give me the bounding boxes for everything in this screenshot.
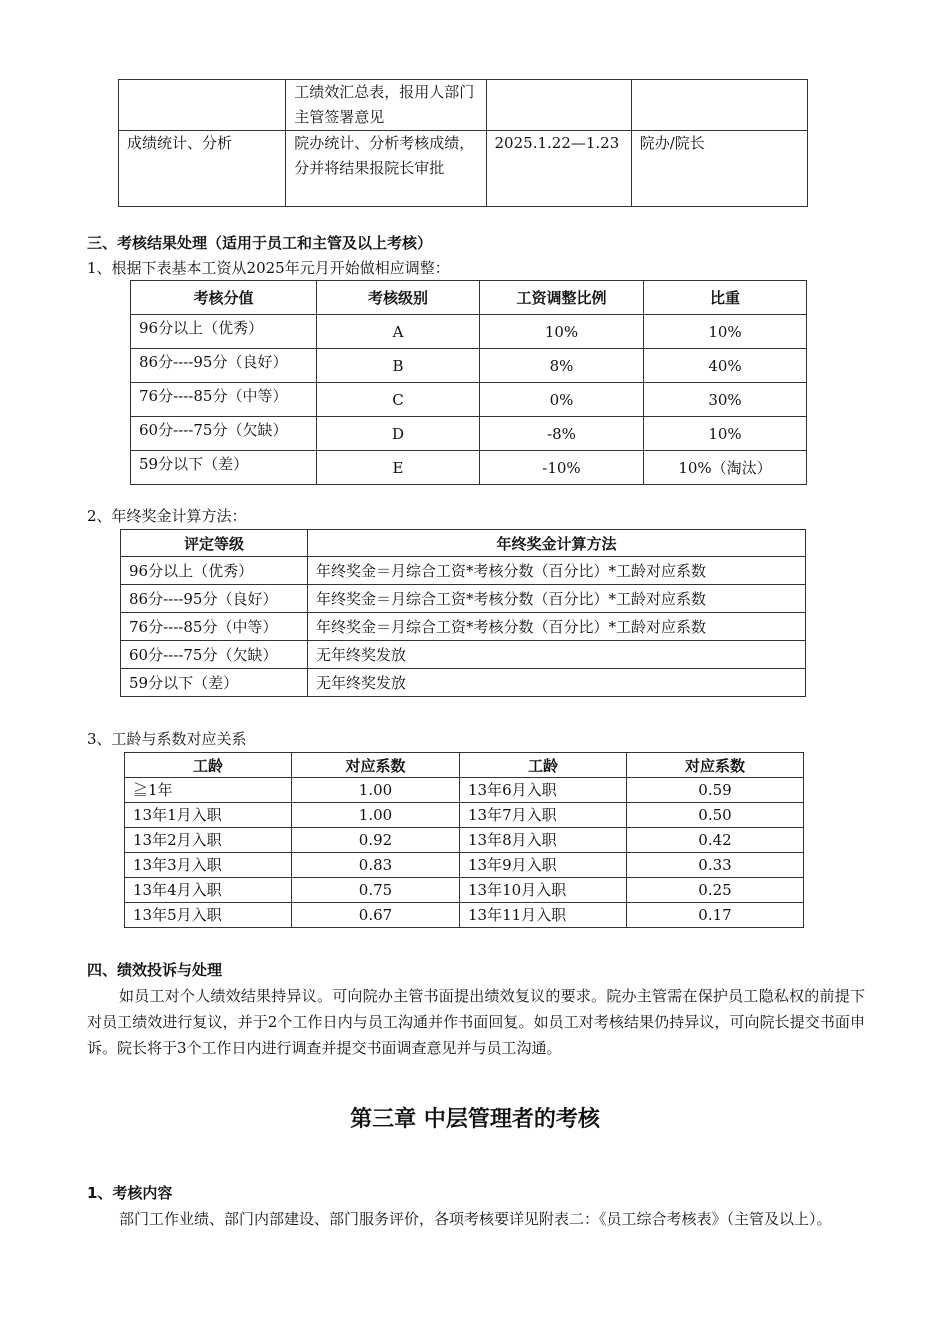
bonus-table — [120, 529, 806, 697]
table-row — [121, 641, 806, 669]
table-cell: 0.25 — [627, 878, 804, 903]
table-row — [121, 669, 806, 697]
table-row — [125, 803, 804, 828]
table-cell: 10% — [480, 315, 644, 349]
table-header-row — [131, 281, 807, 315]
table-cell: 13年2月入职 — [125, 828, 292, 853]
table-cell: 无年终奖发放 — [308, 641, 806, 669]
table-cell: 院办统计、分析考核成绩，分并将结果报院长审批 — [286, 131, 486, 207]
table-cell: 0.33 — [627, 853, 804, 878]
table-cell: 13年3月入职 — [125, 853, 292, 878]
table-cell: 1.00 — [292, 778, 460, 803]
table-cell: 60分----75分（欠缺） — [131, 417, 317, 451]
table-cell: 0% — [480, 383, 644, 417]
table-row — [121, 613, 806, 641]
table-cell: ≧1年 — [125, 778, 292, 803]
list-item-text: 1、根据下表基本工资从2025年元月开始做相应调整： — [87, 259, 450, 277]
table-cell: 13年7月入职 — [460, 803, 627, 828]
table-cell: 13年5月入职 — [125, 903, 292, 928]
table-row — [119, 131, 808, 207]
table-cell: -10% — [480, 451, 644, 485]
table-cell: 13年1月入职 — [125, 803, 292, 828]
table-cell: D — [317, 417, 480, 451]
column-header: 工资调整比例 — [480, 281, 644, 315]
table-cell: 1.00 — [292, 803, 460, 828]
table-cell: 96分以上（优秀） — [131, 315, 317, 349]
table-cell: 30% — [644, 383, 807, 417]
section-heading: 1、考核内容 — [87, 1184, 173, 1202]
body-paragraph: 部门工作业绩、部门内部建设、部门服务评价，各项考核要详见附表二：《员工综合考核表》（主管及以上）。 — [119, 1210, 832, 1228]
table-cell: 年终奖金＝月综合工资*考核分数（百分比）*工龄对应系数 — [308, 585, 806, 613]
table-cell — [486, 80, 631, 131]
table-row — [125, 878, 804, 903]
column-header: 工龄 — [460, 753, 627, 778]
list-item-text: 2、年终奖金计算方法： — [87, 507, 247, 525]
table-row — [131, 417, 807, 451]
table-cell: 年终奖金＝月综合工资*考核分数（百分比）*工龄对应系数 — [308, 557, 806, 585]
table-cell: 13年9月入职 — [460, 853, 627, 878]
column-header: 考核级别 — [317, 281, 480, 315]
table-cell: -8% — [480, 417, 644, 451]
table-cell: 0.59 — [627, 778, 804, 803]
schedule-table — [118, 79, 808, 207]
table-cell: 59分以下（差） — [121, 669, 308, 697]
table-cell: 60分----75分（欠缺） — [121, 641, 308, 669]
table-row — [125, 903, 804, 928]
table-cell: 86分----95分（良好） — [121, 585, 308, 613]
table-cell: 0.17 — [627, 903, 804, 928]
table-row — [125, 778, 804, 803]
table-cell: 0.75 — [292, 878, 460, 903]
table-row — [121, 585, 806, 613]
table-row — [121, 557, 806, 585]
table-cell: 76分----85分（中等） — [121, 613, 308, 641]
table-cell — [119, 80, 286, 131]
table-cell: 工绩效汇总表，报用人部门主管签署意见 — [286, 80, 486, 131]
table-cell: 59分以下（差） — [131, 451, 317, 485]
column-header: 对应系数 — [627, 753, 804, 778]
table-row — [131, 451, 807, 485]
chapter-title: 第三章 中层管理者的考核 — [350, 1107, 600, 1132]
table-row — [131, 315, 807, 349]
table-cell: 0.67 — [292, 903, 460, 928]
column-header: 年终奖金计算方法 — [308, 530, 806, 557]
section-heading: 三、考核结果处理（适用于员工和主管及以上考核） — [87, 234, 433, 252]
column-header: 比重 — [644, 281, 807, 315]
column-header: 对应系数 — [292, 753, 460, 778]
seniority-table — [124, 752, 804, 928]
table-cell: 86分----95分（良好） — [131, 349, 317, 383]
table-row — [119, 80, 808, 131]
body-paragraph: 如员工对个人绩效结果持异议。可向院办主管书面提出绩效复议的要求。院办主管需在保护员工隐私权的前提下对员工绩效进行复议，并于2个工作日内与员工沟通并作书面回复。如员工对考核结果仍持异议，可向院长提交书面申诉。院长将于3个工作日内进行调查并提交书面调查意见并与员工沟通。 — [87, 987, 865, 1057]
table-header-row — [121, 530, 806, 557]
table-row — [131, 383, 807, 417]
list-item-text: 3、工龄与系数对应关系 — [87, 730, 247, 748]
table-cell: 40% — [644, 349, 807, 383]
table-row — [125, 853, 804, 878]
table-cell: 0.42 — [627, 828, 804, 853]
table-cell: 2025.1.22—1.23 — [486, 131, 631, 207]
salary-adjustment-table — [130, 280, 807, 485]
section-heading: 四、绩效投诉与处理 — [87, 961, 223, 979]
table-cell: 13年4月入职 — [125, 878, 292, 903]
table-cell: 13年8月入职 — [460, 828, 627, 853]
table-cell: 0.83 — [292, 853, 460, 878]
table-cell: 96分以上（优秀） — [121, 557, 308, 585]
table-cell: B — [317, 349, 480, 383]
table-cell: 76分----85分（中等） — [131, 383, 317, 417]
table-cell: 13年10月入职 — [460, 878, 627, 903]
column-header: 考核分值 — [131, 281, 317, 315]
table-cell: 年终奖金＝月综合工资*考核分数（百分比）*工龄对应系数 — [308, 613, 806, 641]
table-cell: C — [317, 383, 480, 417]
table-cell: 0.92 — [292, 828, 460, 853]
table-row — [125, 828, 804, 853]
table-header-row — [125, 753, 804, 778]
table-cell — [631, 80, 807, 131]
table-cell: 10%（淘汰） — [644, 451, 807, 485]
table-cell: 8% — [480, 349, 644, 383]
table-cell: A — [317, 315, 480, 349]
table-cell: E — [317, 451, 480, 485]
table-cell: 10% — [644, 315, 807, 349]
table-cell: 13年11月入职 — [460, 903, 627, 928]
column-header: 评定等级 — [121, 530, 308, 557]
column-header: 工龄 — [125, 753, 292, 778]
table-cell: 无年终奖发放 — [308, 669, 806, 697]
table-row — [131, 349, 807, 383]
table-cell: 成绩统计、分析 — [119, 131, 286, 207]
table-cell: 10% — [644, 417, 807, 451]
table-cell: 13年6月入职 — [460, 778, 627, 803]
table-cell: 0.50 — [627, 803, 804, 828]
table-cell: 院办/院长 — [631, 131, 807, 207]
